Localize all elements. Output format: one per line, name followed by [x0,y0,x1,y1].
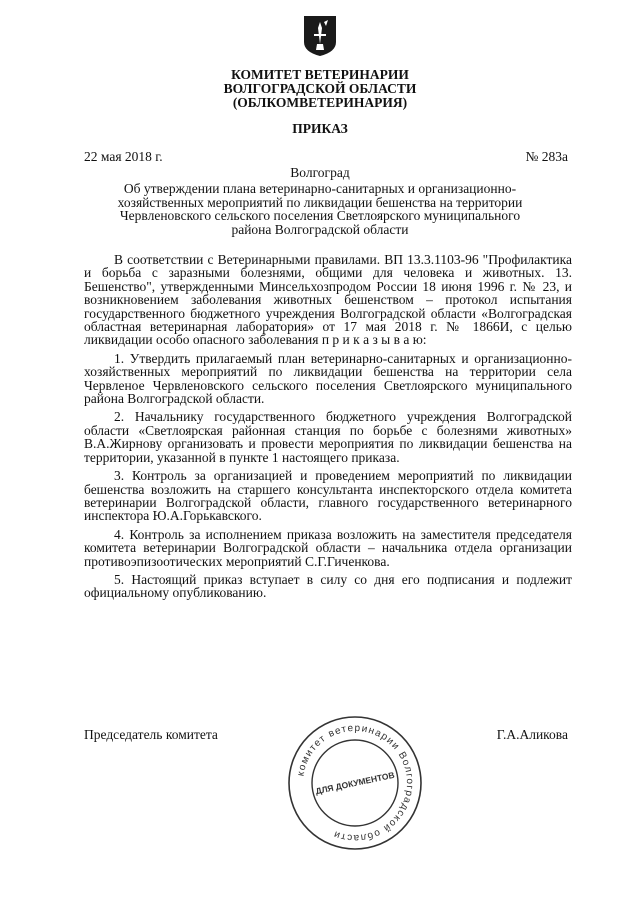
order-item-5: 5. Настоящий приказ вступает в силу со дня его подписания и подлежит официальному опубликованию. [84,571,572,601]
order-number: № 283а [525,149,568,164]
org-name-line: КОМИТЕТ ВЕТЕРИНАРИИ [231,67,409,82]
coat-of-arms-icon [302,14,338,58]
order-item-4: 4. Контроль за исполнением приказа возложить на заместителя председателя комитета ветеринарии Волгоградской области – начальника отдела организации противоэпизоотических мероприятий С.Г.Гиченкова. [84,526,572,569]
order-subject: Об утверждении плана ветеринарно-санитарных и организационно-хозяйственных мероприятий по ликвидации бешенства на территории Червленовского сельского поселения Светлоярского муниципального района Волгоградской области [117,181,523,237]
preamble-paragraph: В соответствии с Ветеринарными правилами. ВП 13.3.1103-96 "Профилактика и борьба с заразными болезнями, общими для человека и животных. 13. Бешенство", утвержденными Минсельхозпродом России 18 июня 1996 г. № 23, и возникновением заболевания животных бешенством – протокол испытания государственного бюджетного учреждения Волгоградской области «Волгоградская областная ветеринарная лаборатория» от 17 мая 2018 г. № 1866И, с целью ликвидации особо опасного заболевания п р и к а з ы в а ю: [84,252,572,348]
order-item-1: 1. Утвердить прилагаемый план ветеринарно-санитарных и организационно-хозяйственных мероприятий по ликвидации бешенства на территории села Червленое Червленовского сельского поселения Светлоярского муниципального района Волгоградской области. [84,350,572,407]
signatory-title: Председатель комитета [84,727,218,742]
order-item-3: 3. Контроль за организацией и проведением мероприятий по ликвидации бешенства возложить на старшего консультанта инспекторского отдела комитета ветеринарии Волгоградской области, главного государственного ветеринарного инспектора Ю.А.Горькавского. [84,468,572,524]
order-body [84,253,572,605]
stamp-center-text: ДЛЯ ДОКУМЕНТОВ [314,769,396,797]
order-city: Волгоград [290,165,350,180]
order-date: 22 мая 2018 г. [84,149,163,164]
org-region-line: ВОЛГОГРАДСКОЙ ОБЛАСТИ [223,81,417,96]
order-item-2: 2. Начальнику государственного бюджетного учреждения Волгоградской области «Светлоярская районная станция по борьбе с болезнями животных» В.А.Жирнову организовать и провести мероприятия по ликвидации бешенства на территории, указанной в пункте 1 настоящего приказа. [84,409,572,465]
stamp-ring-text: комитет ветеринарии Волгоградской области [295,722,416,844]
official-stamp [284,712,426,854]
order-title: ПРИКАЗ [292,121,348,136]
signatory-name: Г.А.Аликова [496,727,568,742]
org-short-name: (ОБЛКОМВЕТЕРИНАРИЯ) [232,95,408,110]
organization-header [0,68,640,110]
